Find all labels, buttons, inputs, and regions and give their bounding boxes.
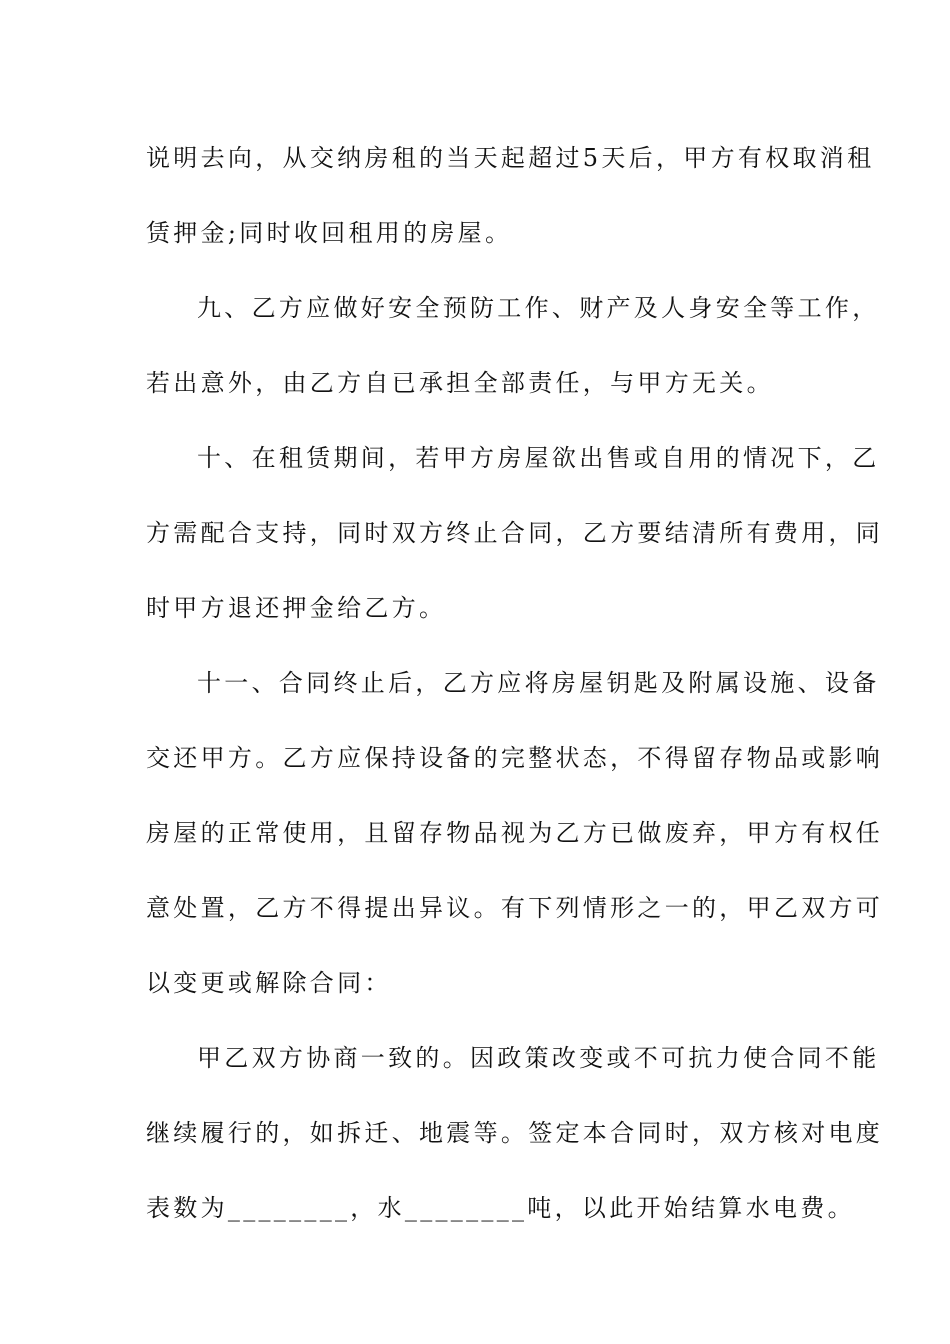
text-line: 若出意外，由乙方自已承担全部责任，与甲方无关。 bbox=[146, 369, 774, 397]
paragraph-line: 甲乙双方协商一致的。因政策改变或不可抗力使合同不能 bbox=[197, 1044, 880, 1072]
text-line: 方需配合支持，同时双方终止合同，乙方要结清所有费用，同 bbox=[146, 519, 884, 547]
text-line: 房屋的正常使用，且留存物品视为乙方已做废弃，甲方有权任 bbox=[146, 819, 884, 847]
text-line: 交还甲方。乙方应保持设备的完整状态，不得留存物品或影响 bbox=[146, 744, 884, 772]
text-line: 说明去向，从交纳房租的当天起超过5天后，甲方有权取消租 bbox=[146, 144, 875, 172]
text-line: 时甲方退还押金给乙方。 bbox=[146, 594, 447, 622]
clause-eleven-line: 十一、合同终止后，乙方应将房屋钥匙及附属设施、设备 bbox=[197, 669, 880, 697]
text-line: 以变更或解除合同： bbox=[146, 969, 392, 997]
clause-ten-line: 十、在租赁期间，若甲方房屋欲出售或自用的情况下，乙 bbox=[197, 444, 880, 472]
document-body bbox=[146, 128, 884, 1253]
text-line: 意处置，乙方不得提出异议。有下列情形之一的，甲乙双方可 bbox=[146, 894, 884, 922]
text-line: 继续履行的，如拆迁、地震等。签定本合同时，双方核对电度 bbox=[146, 1119, 884, 1147]
text-line: 赁押金;同时收回租用的房屋。 bbox=[146, 219, 513, 247]
meter-reading-line: 表数为________，水________吨，以此开始结算水电费。 bbox=[146, 1194, 855, 1222]
clause-nine-line: 九、乙方应做好安全预防工作、财产及人身安全等工作， bbox=[197, 294, 880, 322]
